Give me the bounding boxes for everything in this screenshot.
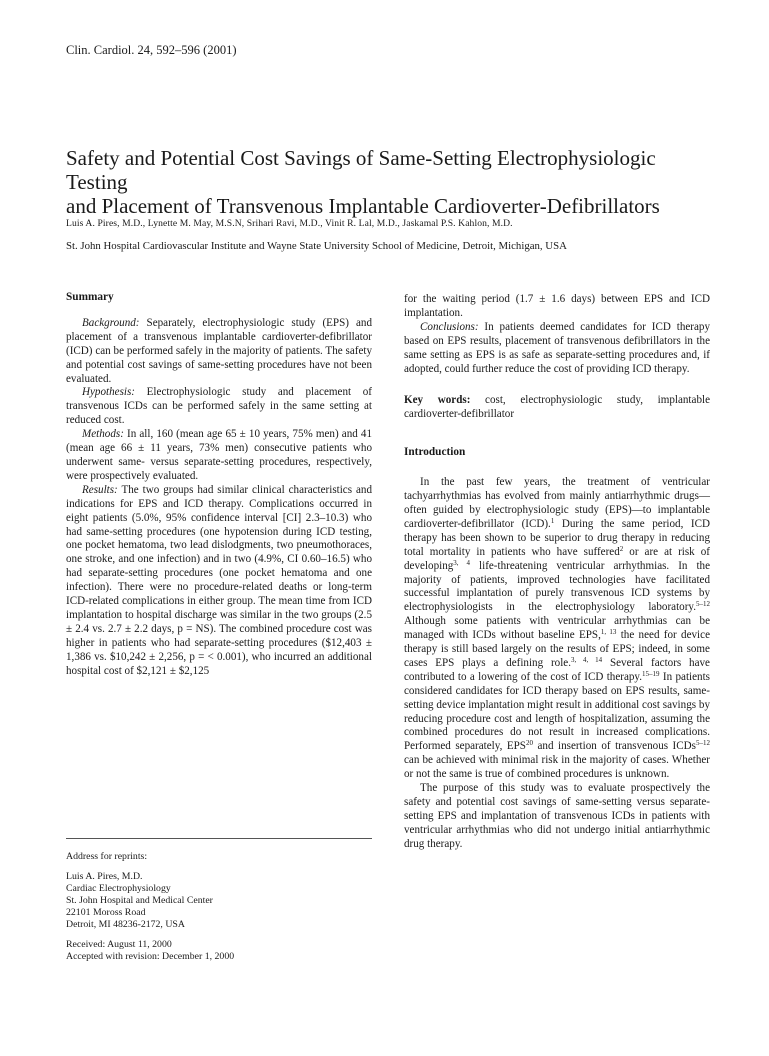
keywords-text: cost, electrophysiologic study, implantable cardioverter-defibrillator	[404, 394, 710, 421]
reprints-label: Address for reprints:	[66, 851, 148, 862]
reprint-dept: Cardiac Electrophysiology	[66, 883, 171, 894]
citation: 1, 13	[600, 628, 617, 637]
received-date: Received: August 11, 2000	[66, 939, 172, 950]
summary-results	[66, 484, 372, 679]
journal-reference: Clin. Cardiol. 24, 592–596 (2001)	[66, 43, 237, 57]
reprint-street: 22101 Moross Road	[66, 907, 146, 918]
affiliation: St. John Hospital Cardiovascular Institute and Wayne State University School of Medicine, Detroit, Michigan, USA	[66, 240, 567, 252]
intro-text: Although some patients with ventricular arrhythmias can be managed with ICDs without baseline EPS,	[404, 615, 710, 642]
citation: 5–12	[695, 739, 710, 748]
intro-paragraph-2: The purpose of this study was to evaluate prospectively the safety and potential cost savings of same-setting versus separate-setting EPS and implantation of transvenous ICDs in patients with ventricular arrhythmias who did not undergo initial antiarrhythmic drug therapy.	[404, 782, 710, 850]
hypothesis-label: Hypothesis:	[82, 386, 135, 399]
summary-background	[66, 317, 372, 387]
article-title	[66, 146, 716, 218]
intro-text: and insertion of transvenous ICDs	[532, 740, 696, 753]
intro-text: Several factors have contributed to a lowering of the cost of ICD therapy.	[404, 656, 710, 683]
reprint-name: Luis A. Pires, M.D.	[66, 871, 143, 882]
left-column	[66, 291, 372, 678]
reprint-address	[66, 851, 372, 963]
intro-text: In the past few years, the treatment of ventricular tachyarrhythmias has evolved from mainly antiarrhythmic drugs—often guided by electrophysiologic study (EPS)—to implantable cardioverter-defibrillator (ICD).	[404, 476, 710, 530]
intro-text: the need for device therapy is still based largely on the results of EPS; indeed, in some cases EPS plays a defining role.	[404, 629, 710, 669]
citation: 3, 4	[453, 558, 471, 567]
citation: 15–19	[642, 669, 660, 678]
intro-text: During the same period, ICD therapy has been shown to be superior to drug therapy in reducing total mortality in patients who have suffered	[404, 517, 710, 558]
accepted-date: Accepted with revision: December 1, 2000	[66, 951, 235, 962]
citation: 3, 4, 14	[571, 655, 603, 664]
footnote-divider	[66, 838, 372, 839]
citation: 1	[550, 516, 555, 525]
conclusions-label: Conclusions:	[420, 320, 479, 333]
citation: 2	[619, 544, 624, 553]
results-label: Results:	[82, 483, 118, 496]
background-text: Separately, electrophysiologic study (EPS) and placement of a transvenous implantable cardioverter-defibrillator (ICD) can be performed safely in the majority of patients. The safety and potential cost savings of same-setting procedures have not been evaluated.	[66, 316, 372, 385]
summary-methods	[66, 428, 372, 484]
keywords-label: Key words:	[404, 394, 471, 407]
keywords	[404, 394, 710, 422]
methods-text: In all, 160 (mean age 65 ± 10 years, 75% men) and 41 (mean age 66 ± 11 years, 73% men) consecutive patients who underwent same- versus separate-setting procedures, respectively, were prospectively evaluated.	[66, 428, 372, 482]
intro-text: or are at risk of developing	[404, 545, 710, 572]
summary-heading: Summary	[66, 291, 114, 303]
summary-conclusions	[404, 321, 710, 377]
title-line-2: and Placement of Transvenous Implantable Cardioverter-Defibrillators	[66, 194, 660, 218]
reprint-city: Detroit, MI 48236-2172, USA	[66, 919, 185, 930]
right-column	[404, 293, 710, 852]
reprint-center: St. John Hospital and Medical Center	[66, 895, 213, 906]
introduction-heading: Introduction	[404, 446, 466, 459]
summary-hypothesis	[66, 386, 372, 428]
results-continued: for the waiting period (1.7 ± 1.6 days) between EPS and ICD implantation.	[404, 293, 710, 319]
intro-text: life-threatening ventricular arrhythmias. In the majority of patients, improved technologies have facilitated successful implantation of purely transvenous ICD systems by electrophysiologists in the electrophysiology laboratory.	[404, 559, 710, 614]
methods-label: Methods:	[82, 428, 124, 441]
conclusions-text: In patients deemed candidates for ICD therapy based on EPS results, placement of transvenous defibrillators in the same setting as EPS is as safe as separate-setting procedures and, if adopted, could further reduce the cost of providing ICD therapy.	[404, 320, 710, 375]
intro-paragraph-1	[404, 476, 710, 782]
hypothesis-text: Electrophysiologic study and placement of transvenous ICDs can be performed safely in the same setting at reduced cost.	[66, 386, 372, 427]
intro-text: In patients considered candidates for ICD therapy based on EPS results, same-setting device implantation might result in additional cost savings by reducing procedure cost and length of hospitalization, assuming the combined procedures do not result in increased complications. Performed separately, EPS	[404, 670, 710, 753]
intro-text: can be achieved with minimal risk in the majority of cases. Whether or not the same is true of combined procedures is unknown.	[404, 754, 710, 781]
author-list: Luis A. Pires, M.D., Lynette M. May, M.S.N, Srihari Ravi, M.D., Vinit R. Lal, M.D., Jaskamal P.S. Kahlon, M.D.	[66, 218, 513, 229]
results-text: The two groups had similar clinical characteristics and indications for EPS and ICD therapy. Complications occurred in eight patients (5.0%, 95% confidence interval [CI] 2.3–10.3) who had same-setting procedures (one hypotension during ICD testing, one pocket hematoma, two lead dislodgments, two pneumothoraces, one stroke, and one infection) and in two (4.9%, CI 0.60–16.5) who had separate-setting procedures (one pocket hematoma and one infection). There were no procedure-related deaths or long-term ICD-related complications in either group. The mean time from ICD implantation to hospital discharge was similar in the two groups (2.5 ± 2.4 vs. 2.7 ± 2.2 days, p = NS). The combined procedure cost was higher in patients who had separate-setting procedures ($12,403 ± 1,386 vs. $10,242 ± 2,256, p = < 0.001), who incurred an additional hospital cost of $2,121 ± $2,125	[66, 483, 372, 677]
title-line-1: Safety and Potential Cost Savings of Same-Setting Electrophysiologic Testing	[66, 146, 656, 194]
citation: 5–12	[696, 600, 710, 609]
background-label: Background:	[82, 316, 140, 329]
citation: 20	[525, 739, 533, 748]
